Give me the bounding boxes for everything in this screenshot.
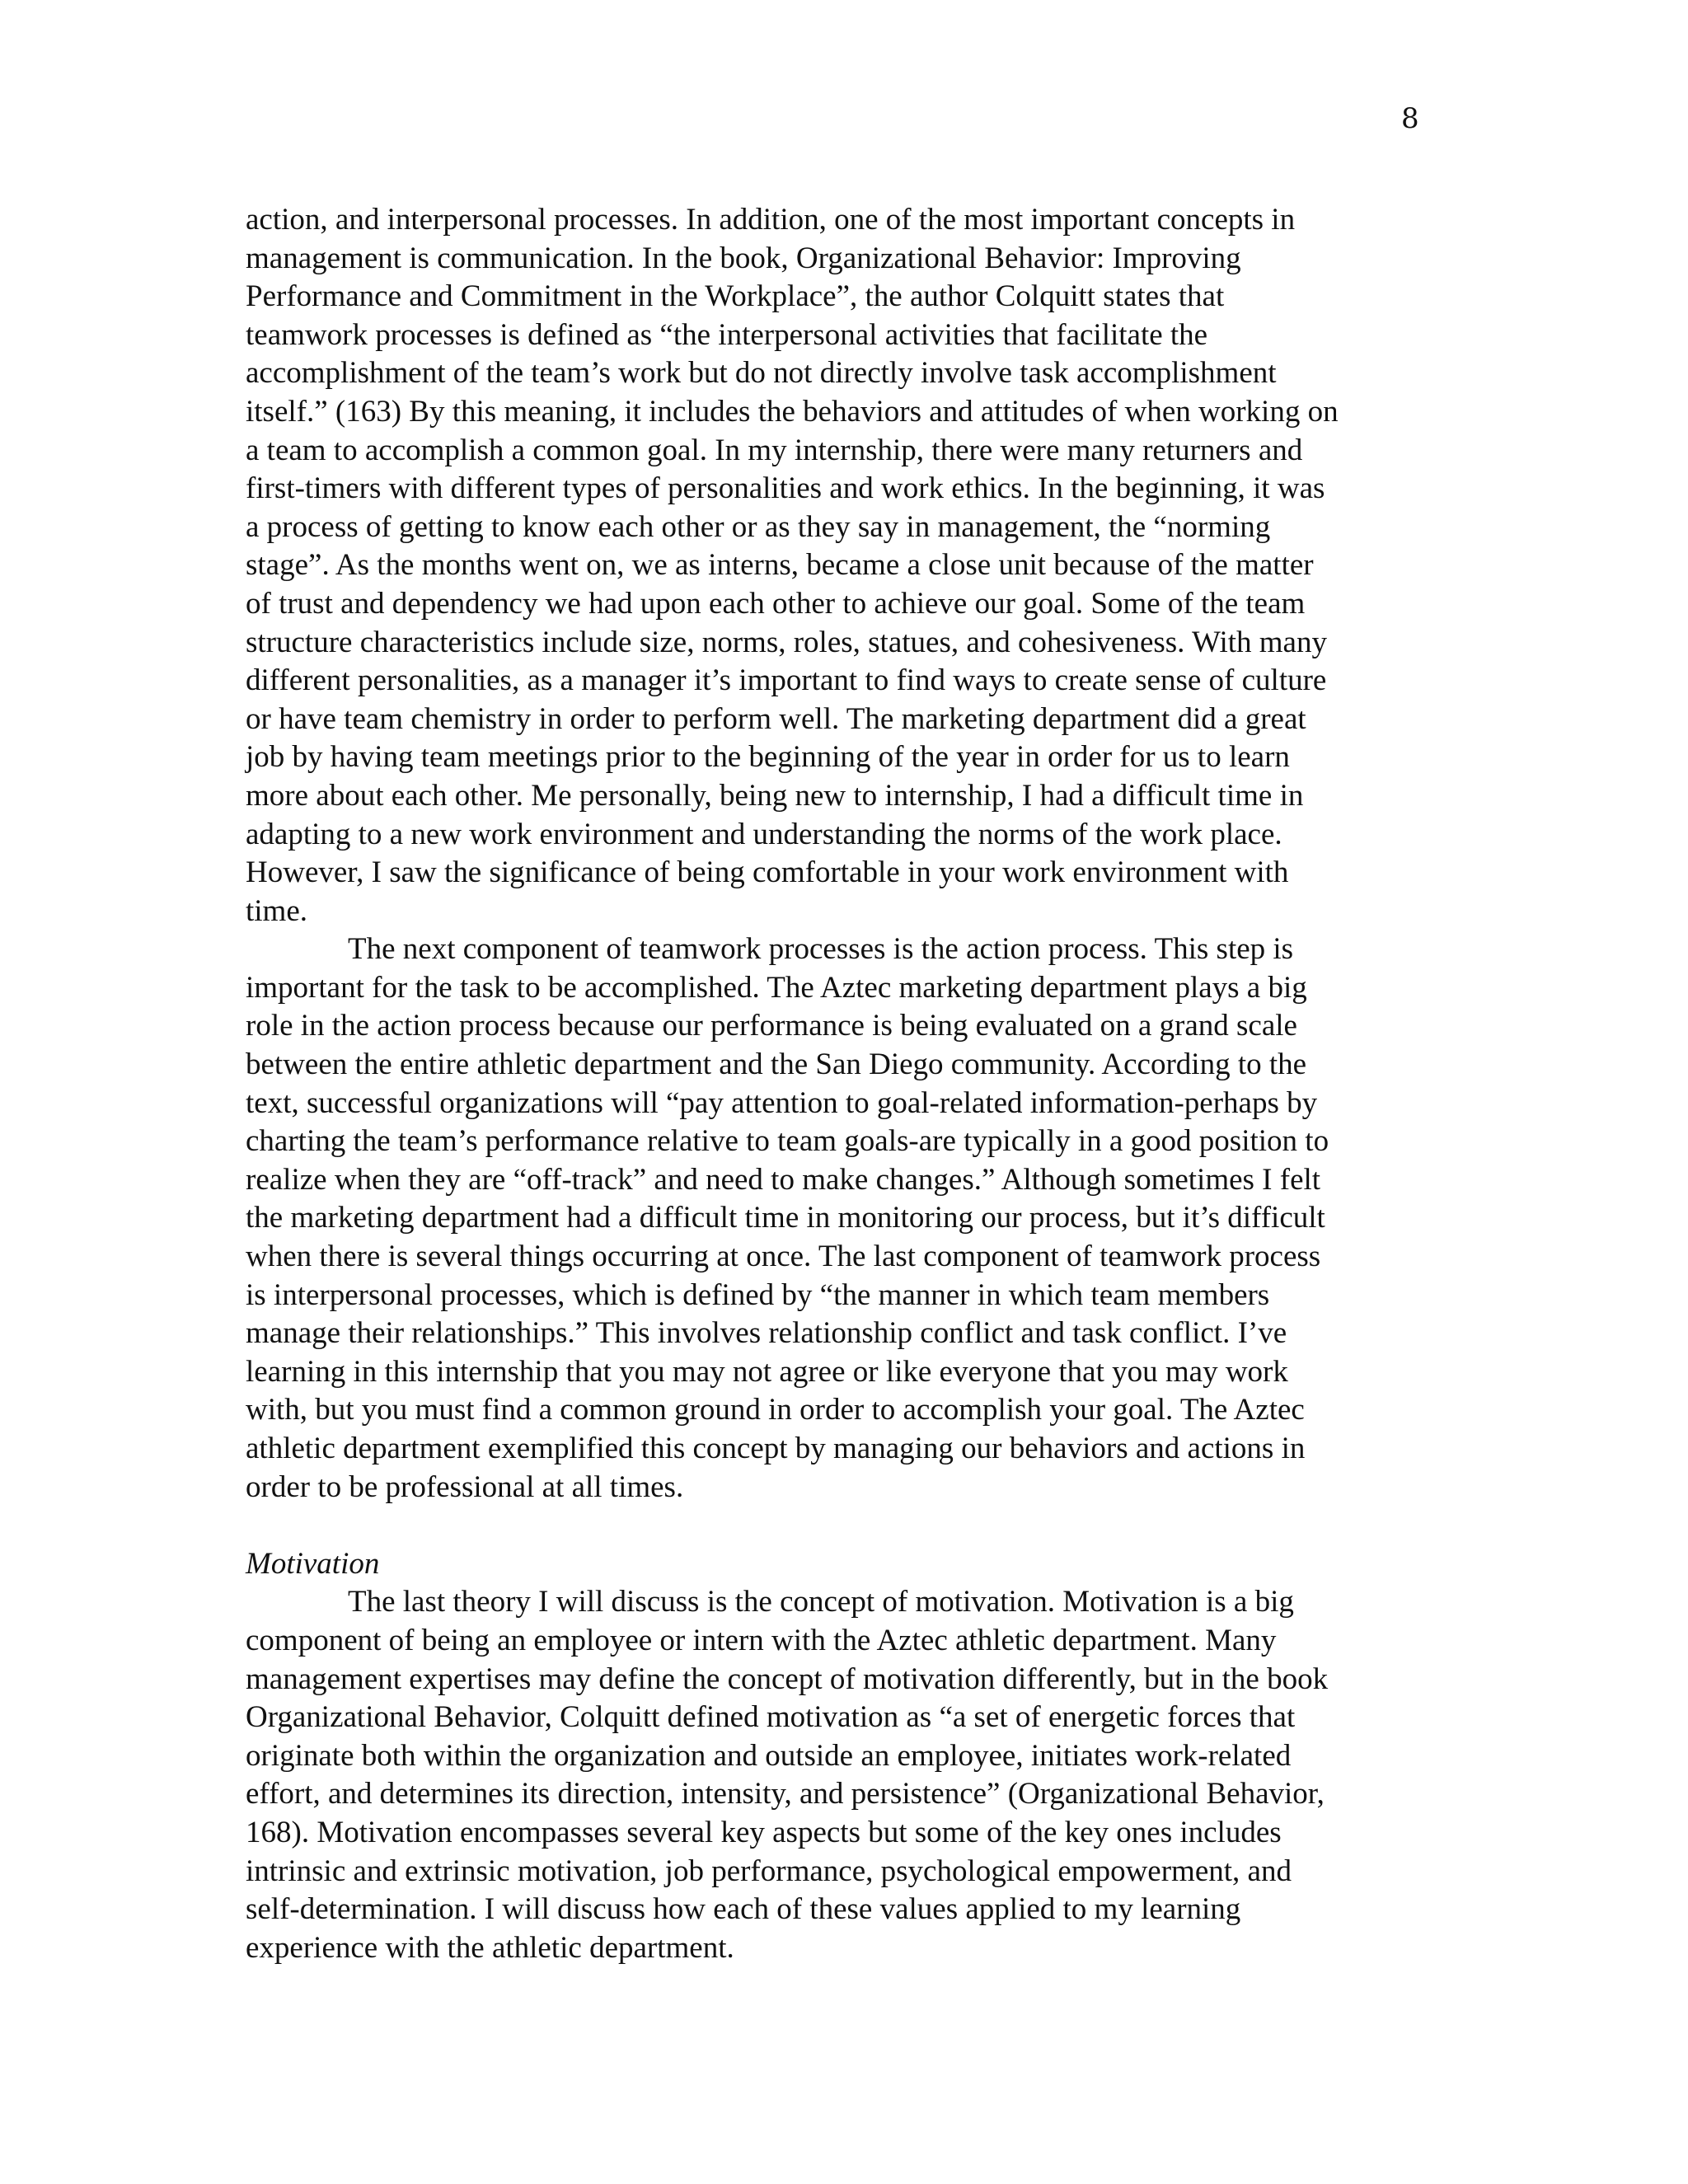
paragraph-spacer [246,1507,1449,1545]
text-line: job by having team meetings prior to the beginning of the year in order for us to learn [246,740,1290,775]
text-line: the marketing department had a difficult time in monitoring our process, but it’s difficult [246,1201,1325,1235]
text-line: realize when they are “off-track” and need to make changes.” Although sometimes I felt [246,1162,1321,1197]
text-line: originate both within the organization and outside an employee, initiates work-related [246,1738,1292,1773]
section-heading: Motivation [246,1546,380,1581]
text-line: intrinsic and extrinsic motivation, job performance, psychological empowerment, and [246,1854,1292,1888]
text-line: management expertises may define the concept of motivation differently, but in the book [246,1661,1329,1696]
text-line: between the entire athletic department and the San Diego community. According to the [246,1047,1307,1082]
paragraph-motivation [246,1583,1449,1967]
text-line: accomplishment of the team’s work but do not directly involve task accomplishment [246,356,1277,391]
text-line: The next component of teamwork processes is the action process. This step is [348,932,1294,967]
text-line: manage their relationships.” This involves relationship conflict and task conflict. I’ve [246,1316,1287,1351]
text-line: text, successful organizations will “pay attention to goal-related information-perhaps by [246,1085,1318,1120]
text-line: first-timers with different types of personalities and work ethics. In the beginning, it was [246,471,1325,506]
text-line: more about each other. Me personally, being new to internship, I had a difficult time in [246,778,1304,813]
text-line: 168). Motivation encompasses several key aspects but some of the key ones includes [246,1815,1282,1849]
text-line: adapting to a new work environment and understanding the norms of the work place. [246,817,1282,851]
text-line: component of being an employee or intern with the Aztec athletic department. Many [246,1623,1277,1657]
text-line: stage”. As the months went on, we as interns, became a close unit because of the matter [246,548,1314,583]
text-line: a process of getting to know each other or as they say in management, the “norming [246,509,1271,544]
text-line: charting the team’s performance relative to team goals-are typically in a good position to [246,1124,1329,1159]
text-line: with, but you must find a common ground in order to accomplish your goal. The Aztec [246,1393,1305,1427]
paragraph-teamwork-intro [246,201,1449,930]
text-line: of trust and dependency we had upon each other to achieve our goal. Some of the team [246,586,1306,621]
text-line: The last theory I will discuss is the concept of motivation. Motivation is a big [348,1585,1294,1619]
text-line: learning in this internship that you may not agree or like everyone that you may work [246,1354,1288,1389]
text-line: order to be professional at all times. [246,1469,684,1504]
text-line: different personalities, as a manager it’s important to find ways to create sense of culture [246,663,1327,698]
paragraph-action-process [246,930,1449,1507]
page-number: 8 [1401,102,1419,135]
text-line: management is communication. In the book, Organizational Behavior: Improving [246,241,1241,275]
text-line: itself.” (163) By this meaning, it includes the behaviors and attitudes of when working on [246,394,1339,429]
text-line: important for the task to be accomplished. The Aztec marketing department plays a big [246,970,1307,1005]
text-line: time. [246,893,308,928]
text-line: when there is several things occurring at once. The last component of teamwork process [246,1240,1321,1274]
text-line: a team to accomplish a common goal. In my internship, there were many returners and [246,433,1303,467]
text-line: structure characteristics include size, norms, roles, statues, and cohesiveness. With many [246,625,1327,659]
text-line: However, I saw the significance of being comfortable in your work environment with [246,855,1289,890]
text-line: Organizational Behavior, Colquitt defined motivation as “a set of energetic forces that [246,1700,1296,1735]
text-line: Performance and Commitment in the Workplace”, the author Colquitt states that [246,279,1225,314]
text-line: role in the action process because our performance is being evaluated on a grand scale [246,1009,1297,1043]
text-line: athletic department exemplified this concept by managing our behaviors and actions in [246,1432,1306,1465]
body-text [246,201,1449,1967]
text-line: experience with the athletic department. [246,1930,734,1965]
text-line: self-determination. I will discuss how each of these values applied to my learning [246,1892,1241,1927]
text-line: teamwork processes is defined as “the interpersonal activities that facilitate the [246,317,1208,352]
text-line: action, and interpersonal processes. In addition, one of the most important concepts in [246,203,1296,237]
text-line: is interpersonal processes, which is defined by “the manner in which team members [246,1277,1270,1312]
text-line: effort, and determines its direction, intensity, and persistence” (Organizational Behavior, [246,1777,1325,1811]
text-line: or have team chemistry in order to perform well. The marketing department did a great [246,701,1306,736]
